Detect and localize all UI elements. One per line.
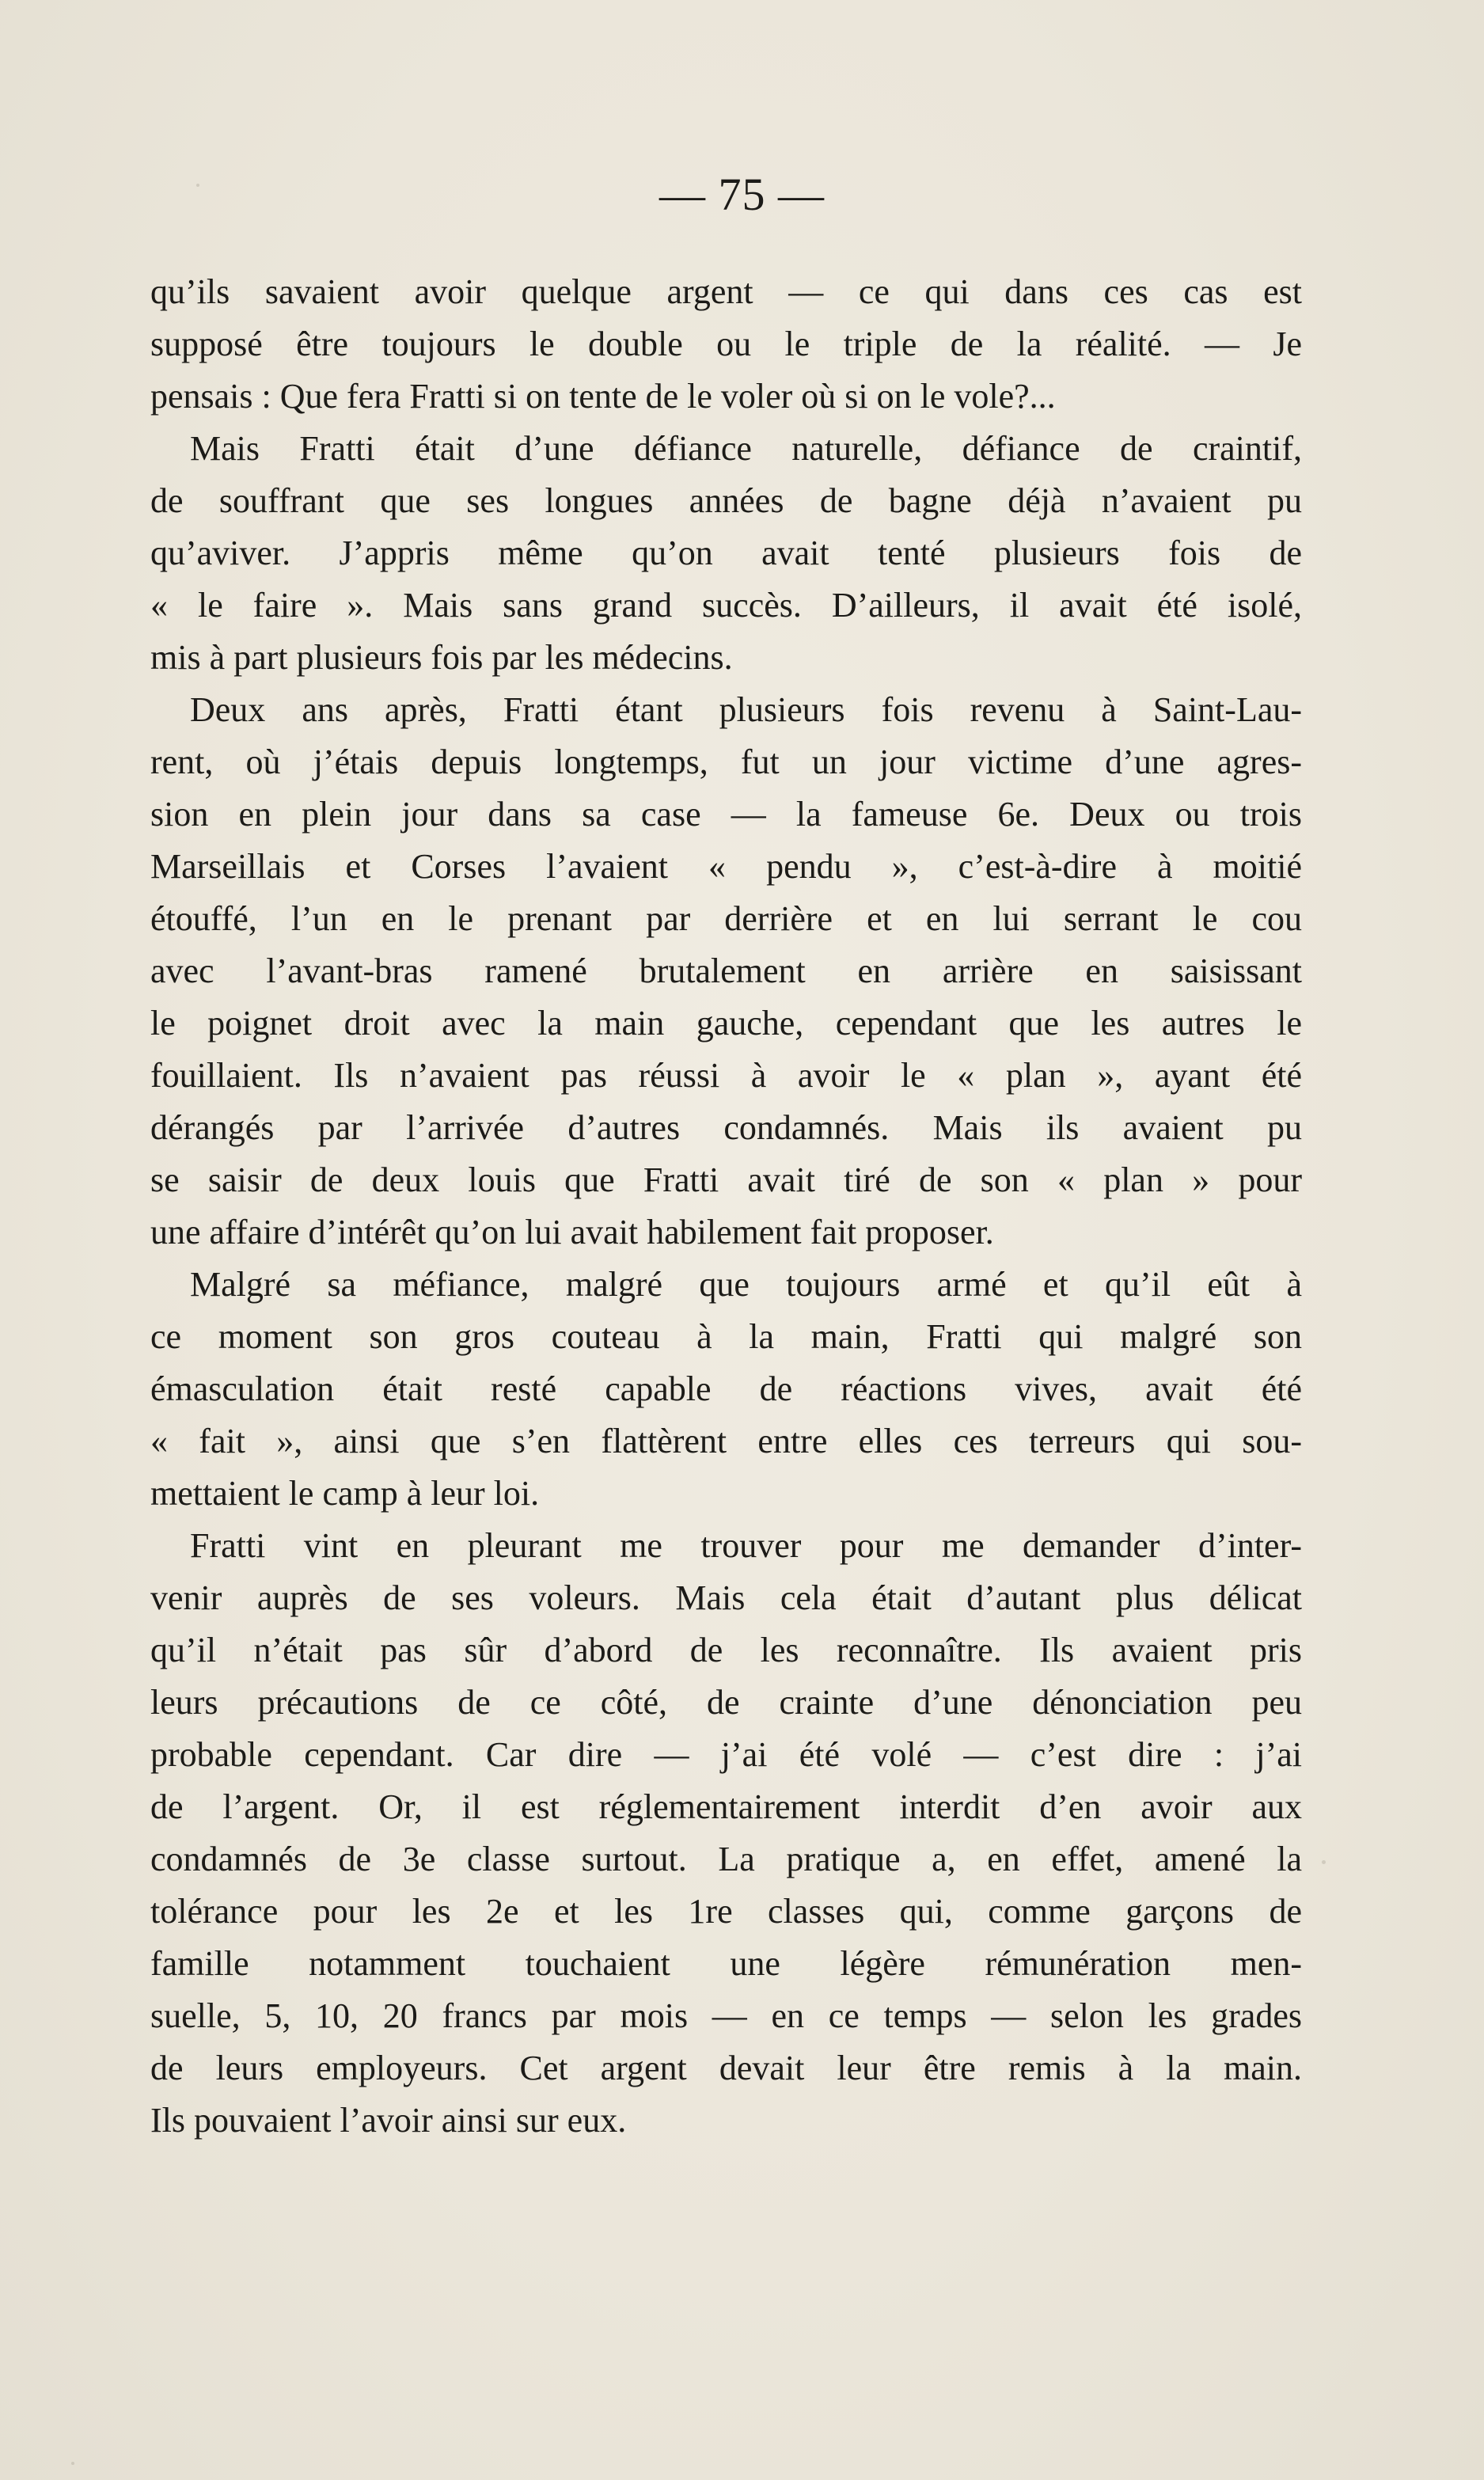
- text-line: supposé être toujours le double ou le triple de la réalité. — Je: [150, 325, 1302, 363]
- text-line: qu’ils savaient avoir quelque argent — ce qui dans ces cas est: [150, 272, 1302, 311]
- text-line: Malgré sa méfiance, malgré que toujours armé et qu’il eût à: [190, 1265, 1302, 1304]
- text-line: Deux ans après, Fratti étant plusieurs fois revenu à Saint-Lau-: [190, 690, 1302, 729]
- paper-speck: [1322, 1860, 1326, 1864]
- text-line: tolérance pour les 2e et les 1re classes qui, comme garçons de: [150, 1892, 1302, 1931]
- text-line: une affaire d’intérêt qu’on lui avait habilement fait proposer.: [150, 1213, 994, 1251]
- text-line: probable cependant. Car dire — j’ai été volé — c’est dire : j’ai: [150, 1735, 1302, 1774]
- text-line: Fratti vint en pleurant me trouver pour me demander d’inter-: [190, 1526, 1302, 1565]
- text-line: le poignet droit avec la main gauche, cependant que les autres le: [150, 1004, 1302, 1043]
- body-text: [150, 266, 1302, 2147]
- text-line: pensais : Que fera Fratti si on tente de le voler où si on le vole?...: [150, 377, 1056, 416]
- text-line: condamnés de 3e classe surtout. La pratique a, en effet, amené la: [150, 1840, 1302, 1878]
- text-line: « fait », ainsi que s’en flattèrent entre elles ces terreurs qui sou-: [150, 1422, 1302, 1460]
- text-line: Marseillais et Corses l’avaient « pendu », c’est-à-dire à moitié: [150, 847, 1302, 886]
- text-line: « le faire ». Mais sans grand succès. D’ailleurs, il avait été isolé,: [150, 586, 1302, 625]
- text-line: ce moment son gros couteau à la main, Fratti qui malgré son: [150, 1317, 1302, 1356]
- text-line: se saisir de deux louis que Fratti avait tiré de son « plan » pour: [150, 1160, 1302, 1199]
- text-line: dérangés par l’arrivée d’autres condamnés. Mais ils avaient pu: [150, 1108, 1302, 1147]
- text-line: avec l’avant-bras ramené brutalement en arrière en saisissant: [150, 951, 1302, 990]
- text-line: mettaient le camp à leur loi.: [150, 1474, 540, 1513]
- text-line: venir auprès de ses voleurs. Mais cela était d’autant plus délicat: [150, 1578, 1302, 1617]
- text-line: étouffé, l’un en le prenant par derrière et en lui serrant le cou: [150, 899, 1302, 938]
- text-line: Mais Fratti était d’une défiance naturelle, défiance de craintif,: [190, 429, 1302, 468]
- text-line: de souffrant que ses longues années de bagne déjà n’avaient pu: [150, 481, 1302, 520]
- text-line: sion en plein jour dans sa case — la fameuse 6e. Deux ou trois: [150, 795, 1302, 834]
- text-line: fouillaient. Ils n’avaient pas réussi à avoir le « plan », ayant été: [150, 1056, 1302, 1095]
- text-line: suelle, 5, 10, 20 francs par mois — en ce temps — selon les grades: [150, 1996, 1302, 2035]
- page-number: — 75 —: [659, 169, 825, 220]
- text-line: mis à part plusieurs fois par les médecins.: [150, 638, 733, 677]
- text-line: de leurs employeurs. Cet argent devait leur être remis à la main.: [150, 2049, 1302, 2087]
- text-line: de l’argent. Or, il est réglementairement interdit d’en avoir aux: [150, 1787, 1302, 1826]
- text-line: qu’il n’était pas sûr d’abord de les reconnaître. Ils avaient pris: [150, 1631, 1302, 1669]
- text-line: émasculation était resté capable de réactions vives, avait été: [150, 1369, 1302, 1408]
- text-line: Ils pouvaient l’avoir ainsi sur eux.: [150, 2101, 627, 2140]
- text-line: famille notamment touchaient une légère rémunération men-: [150, 1944, 1302, 1983]
- paper-speck: [71, 2462, 74, 2465]
- text-line: leurs précautions de ce côté, de crainte d’une dénonciation peu: [150, 1683, 1302, 1722]
- text-line: qu’aviver. J’appris même qu’on avait tenté plusieurs fois de: [150, 534, 1302, 572]
- text-line: rent, où j’étais depuis longtemps, fut un jour victime d’une agres-: [150, 742, 1302, 781]
